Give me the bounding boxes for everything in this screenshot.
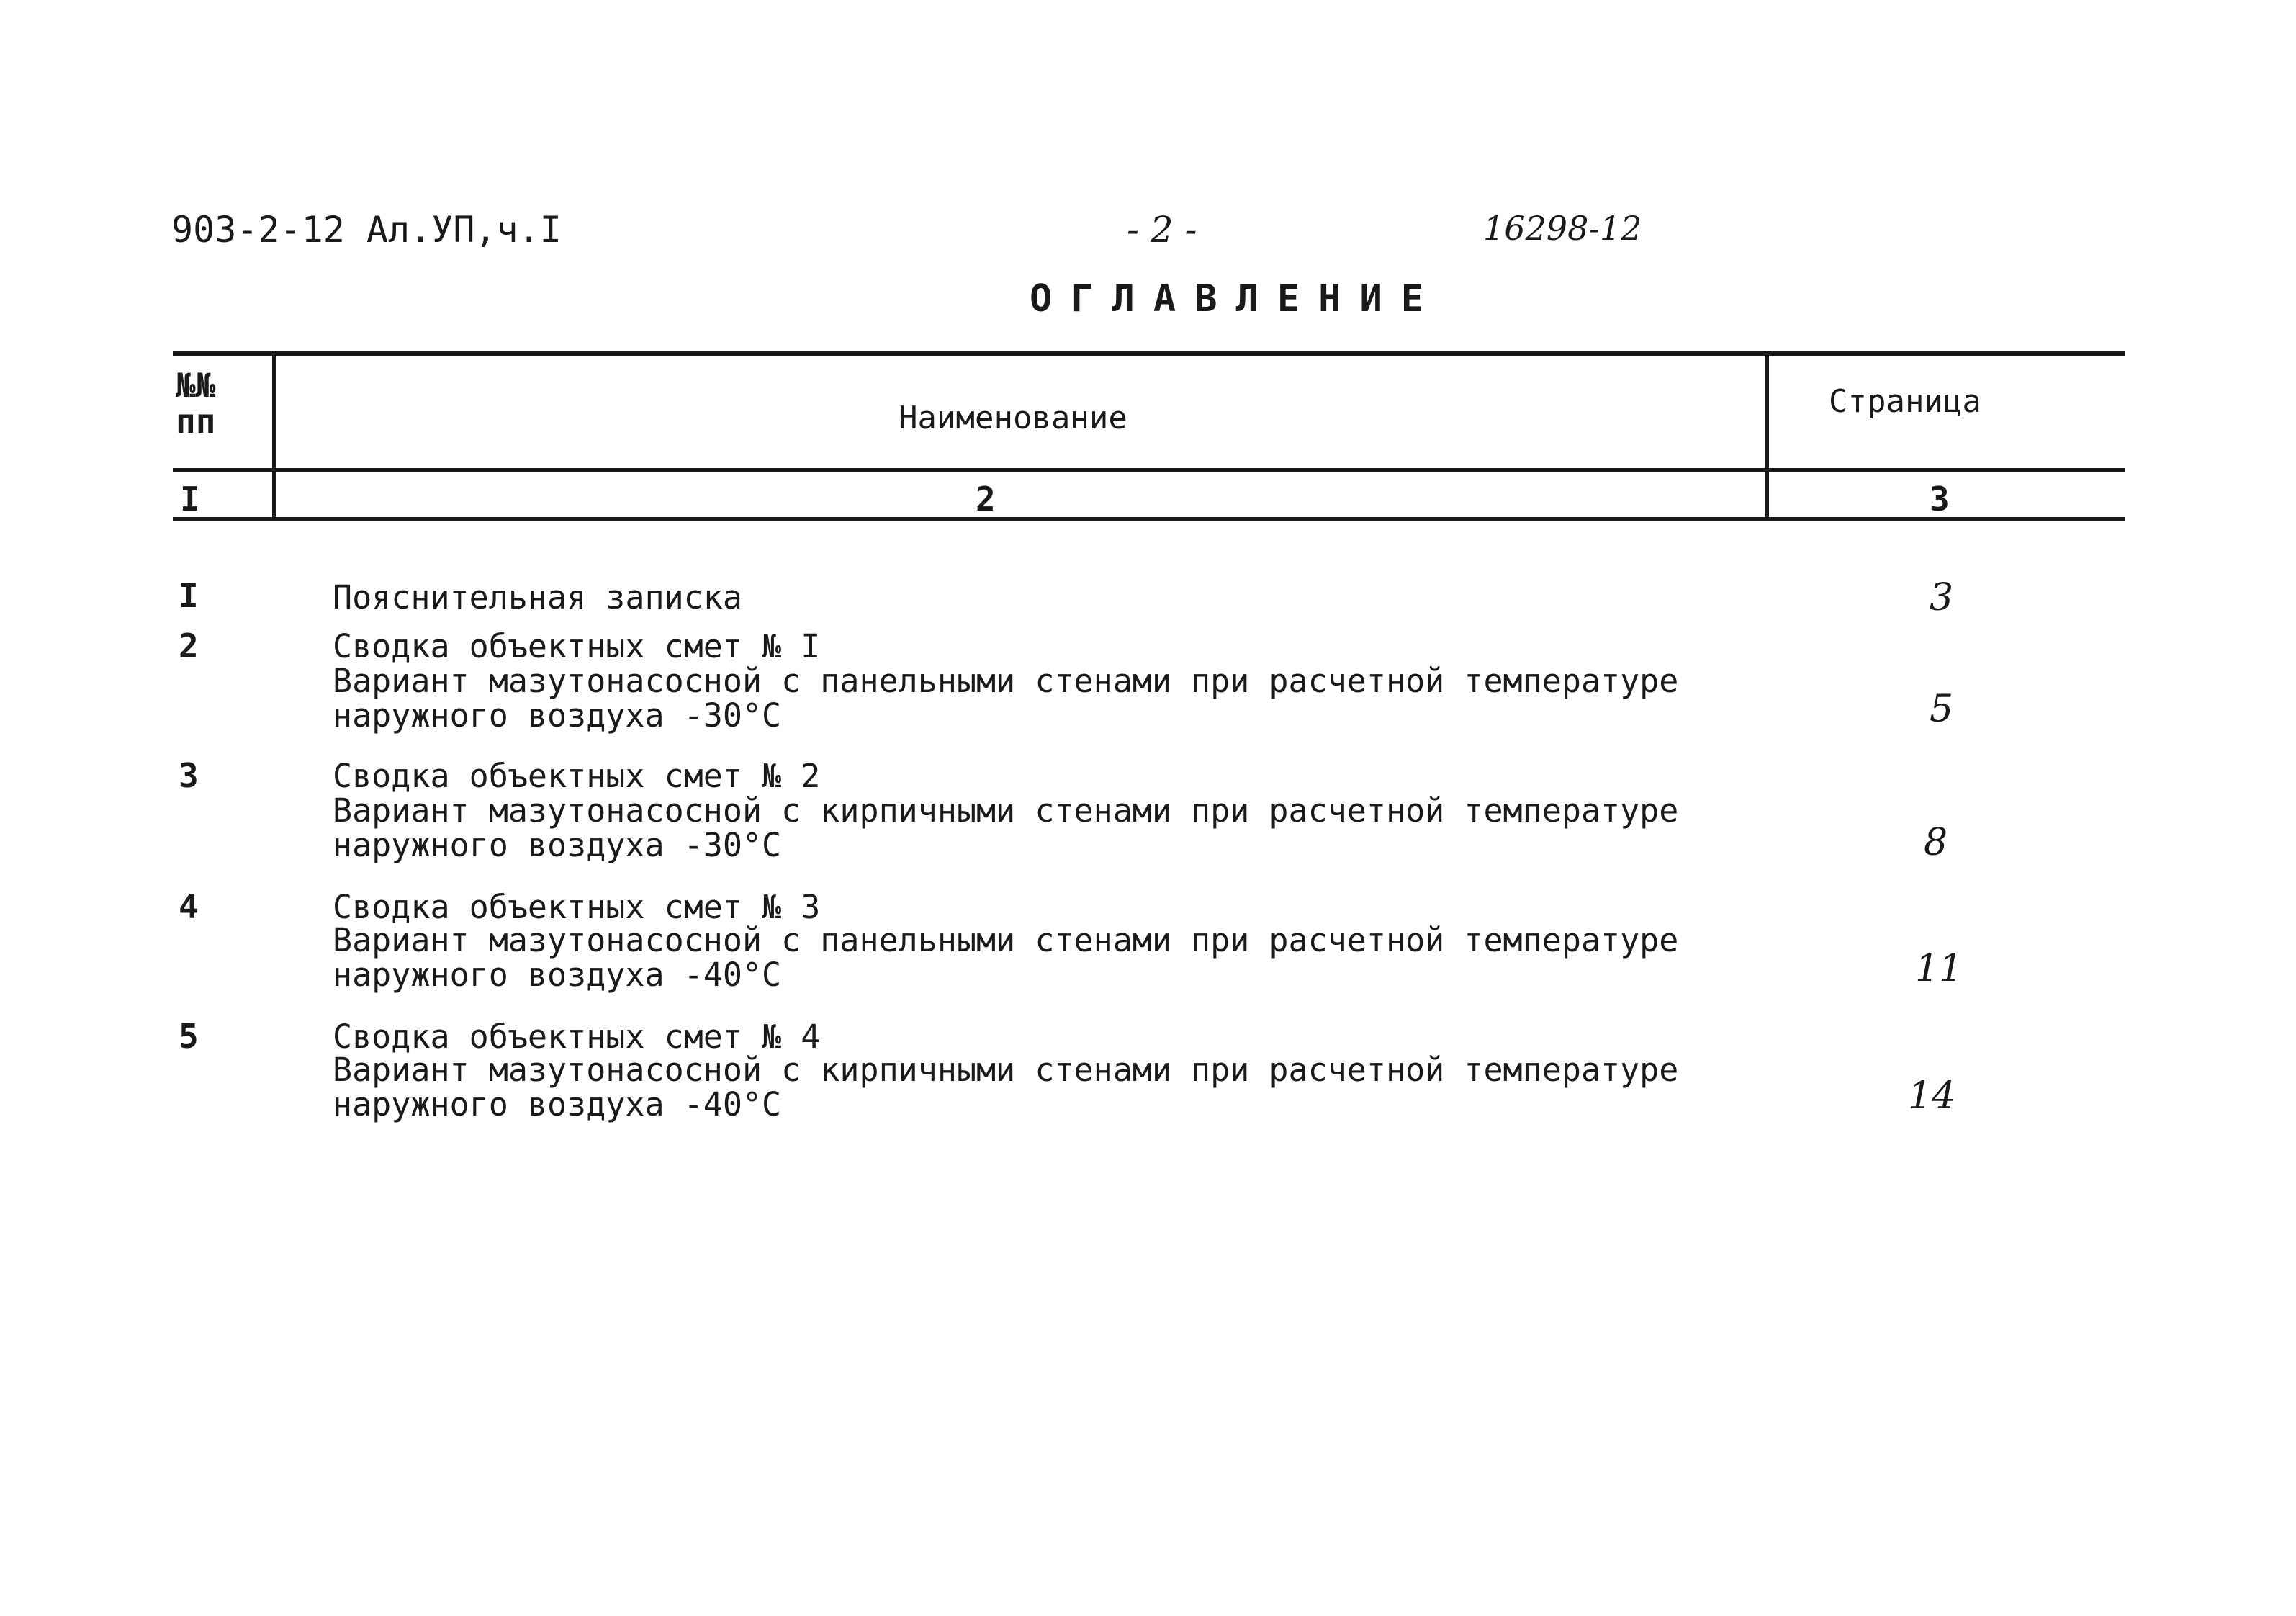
entry-line: Вариант мазутонасосной с кирпичными стенами при расчетной температуре (333, 791, 1679, 830)
table-bottom-rule (173, 517, 2125, 521)
entry-page: 3 (1930, 576, 1954, 619)
header-col1-line1: №№ (176, 366, 216, 405)
entry-number: 2 (179, 627, 199, 665)
entry-page: 11 (1915, 947, 1963, 990)
entry-number: 3 (179, 756, 199, 795)
entry-line: наружного воздуха -30°С (333, 826, 782, 864)
header-col3: Страница (1829, 383, 1981, 420)
entry-line: Сводка объектных смет № 2 (333, 757, 821, 795)
entry-number: I (179, 576, 199, 615)
table-divider-2 (1765, 351, 1769, 521)
entry-line: Сводка объектных смет № I (333, 627, 821, 665)
entry-page: 8 (1924, 821, 1948, 864)
entry-line: наружного воздуха -40°С (333, 956, 782, 994)
header-number-2: 2 (976, 480, 996, 519)
entry-line: наружного воздуха -30°С (333, 696, 782, 735)
entry-page: 5 (1930, 688, 1954, 731)
header-col2: Наименование (899, 400, 1127, 436)
entry-page: 14 (1908, 1074, 1956, 1118)
entry-number: 5 (179, 1017, 199, 1056)
entry-line: Вариант мазутонасосной с панельными стенами при расчетной температуре (333, 662, 1679, 700)
entry-number: 4 (179, 887, 199, 926)
document-code: 903-2-12 Ал.УП,ч.I (171, 209, 562, 251)
entry-line: Сводка объектных смет № 3 (333, 888, 821, 926)
entry-line: Вариант мазутонасосной с кирпичными стенами при расчетной температуре (333, 1051, 1679, 1089)
table-mid-rule (173, 468, 2125, 472)
table-top-rule (173, 351, 2125, 356)
table-divider-1 (272, 351, 276, 521)
entry-line: Сводка объектных смет № 4 (333, 1018, 821, 1056)
registration-number: 16298-12 (1483, 209, 1642, 248)
page-title: ОГЛАВЛЕНИЕ (1030, 277, 1443, 320)
header-number-1: I (180, 480, 200, 519)
header-col1-line2: пп (176, 402, 216, 441)
entry-line: Вариант мазутонасосной с панельными стенами при расчетной температуре (333, 921, 1679, 959)
entry-line: наружного воздуха -40°С (333, 1085, 782, 1123)
header-number-3: 3 (1930, 480, 1950, 519)
page-number: - 2 - (1127, 209, 1197, 251)
entry-line: Пояснительная записка (333, 578, 742, 616)
